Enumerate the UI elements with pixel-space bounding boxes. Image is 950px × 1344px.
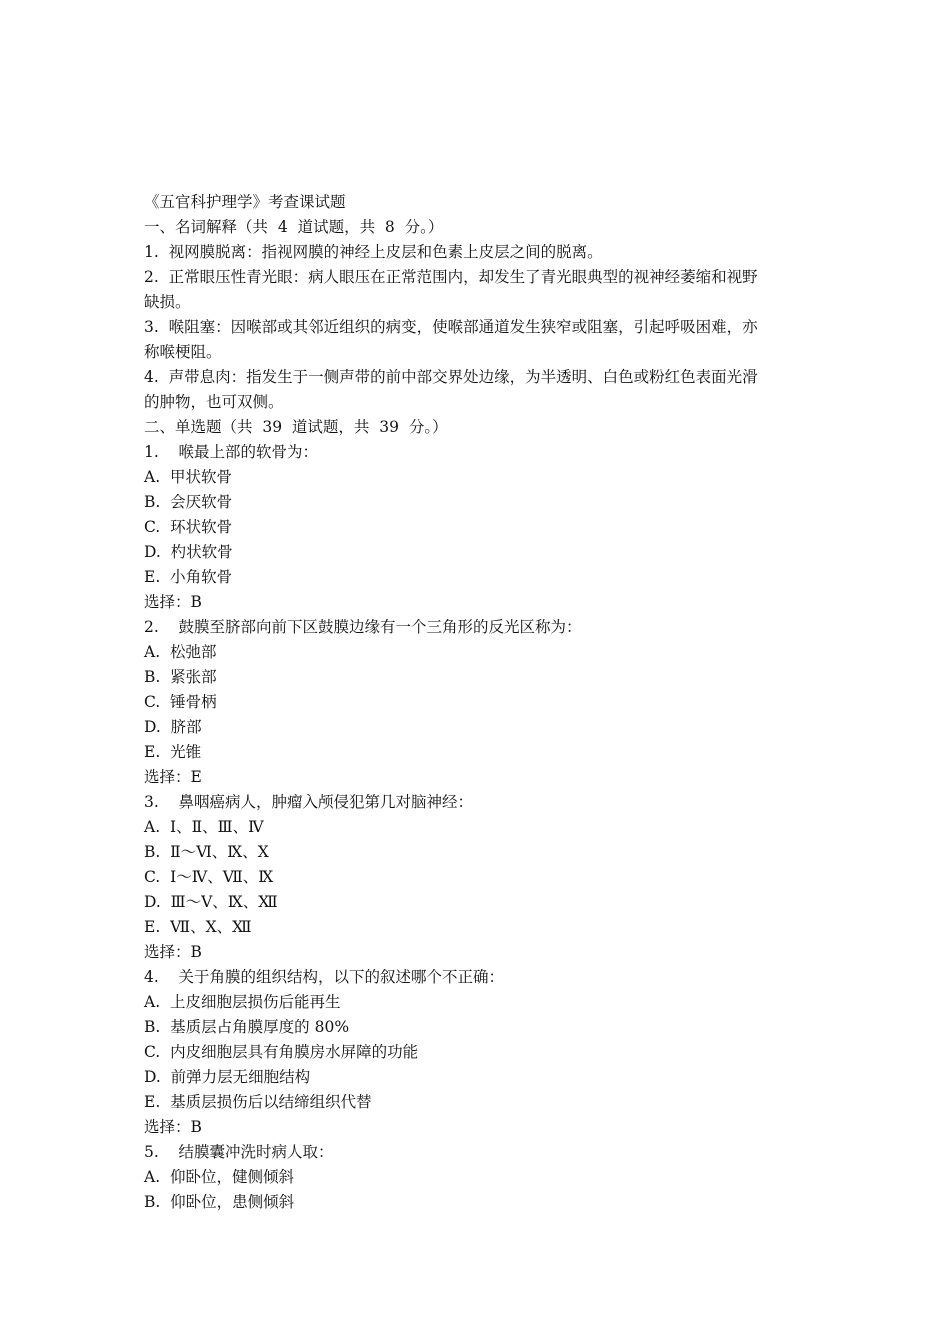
question-option: C. 环状软骨 xyxy=(144,518,233,536)
question-option: E. Ⅶ、Ⅹ、Ⅻ xyxy=(144,918,252,936)
definition-item: 4. 声带息肉：指发生于一侧声带的前中部交界处边缘，为半透明、白色或粉红色表面光滑 xyxy=(144,368,758,386)
question-option: D. 脐部 xyxy=(144,718,202,736)
question-option: A. 甲状软骨 xyxy=(144,468,232,486)
question-answer: 选择：E xyxy=(144,768,202,786)
question-option: A. 松弛部 xyxy=(144,643,217,661)
question-option: D. 前弹力层无细胞结构 xyxy=(144,1068,311,1086)
question-option: A. 上皮细胞层损伤后能再生 xyxy=(144,993,341,1011)
question-stem: 1. 喉最上部的软骨为： xyxy=(144,443,318,461)
question-option: C. 内皮细胞层具有角膜房水屏障的功能 xyxy=(144,1043,419,1061)
definition-item-continued: 称喉梗阻。 xyxy=(144,343,222,361)
document-body xyxy=(144,190,812,1215)
question-option: B. 紧张部 xyxy=(144,668,217,686)
question-answer: 选择：B xyxy=(144,593,202,611)
question-stem: 5. 结膜囊冲洗时病人取： xyxy=(144,1143,334,1161)
definition-item-continued: 缺损。 xyxy=(144,293,191,311)
question-option: D. Ⅲ～Ⅴ、Ⅸ、Ⅻ xyxy=(144,893,278,911)
section-heading-single-choice: 二、单选题（共 39 道试题，共 39 分。） xyxy=(144,418,448,436)
question-stem: 3. 鼻咽癌病人，肿瘤入颅侵犯第几对脑神经： xyxy=(144,793,473,811)
definition-item: 3. 喉阻塞：因喉部或其邻近组织的病变，使喉部通道发生狭窄或阻塞，引起呼吸困难，亦 xyxy=(144,318,758,336)
question-option: C. 锤骨柄 xyxy=(144,693,217,711)
question-option: E. 基质层损伤后以结缔组织代替 xyxy=(144,1093,372,1111)
question-option: B. Ⅱ～Ⅵ、Ⅸ、Ⅹ xyxy=(144,843,269,861)
document-title: 《五官科护理学》考查课试题 xyxy=(144,193,346,211)
question-option: A. 仰卧位，健侧倾斜 xyxy=(144,1168,294,1186)
question-answer: 选择：B xyxy=(144,1118,202,1136)
definition-item-continued: 的肿物，也可双侧。 xyxy=(144,393,284,411)
question-option: E. 光锥 xyxy=(144,743,202,761)
question-option: B. 仰卧位，患侧倾斜 xyxy=(144,1193,295,1211)
question-answer: 选择：B xyxy=(144,943,202,961)
section-heading-definitions: 一、名词解释（共 4 道试题，共 8 分。） xyxy=(144,218,444,236)
definition-item: 1. 视网膜脱离：指视网膜的神经上皮层和色素上皮层之间的脱离。 xyxy=(144,243,603,261)
question-option: A. Ⅰ、Ⅱ、Ⅲ、Ⅳ xyxy=(144,818,264,836)
question-option: D. 杓状软骨 xyxy=(144,543,233,561)
question-option: B. 基质层占角膜厚度的 80% xyxy=(144,1018,350,1036)
question-stem: 4. 关于角膜的组织结构，以下的叙述哪个不正确： xyxy=(144,968,504,986)
question-option: C. Ⅰ～Ⅳ、Ⅶ、Ⅸ xyxy=(144,868,274,886)
question-option: E. 小角软骨 xyxy=(144,568,233,586)
question-option: B. 会厌软骨 xyxy=(144,493,233,511)
question-stem: 2. 鼓膜至脐部向前下区鼓膜边缘有一个三角形的反光区称为： xyxy=(144,618,582,636)
definition-item: 2. 正常眼压性青光眼：病人眼压在正常范围内，却发生了青光眼典型的视神经萎缩和视野 xyxy=(144,268,758,286)
